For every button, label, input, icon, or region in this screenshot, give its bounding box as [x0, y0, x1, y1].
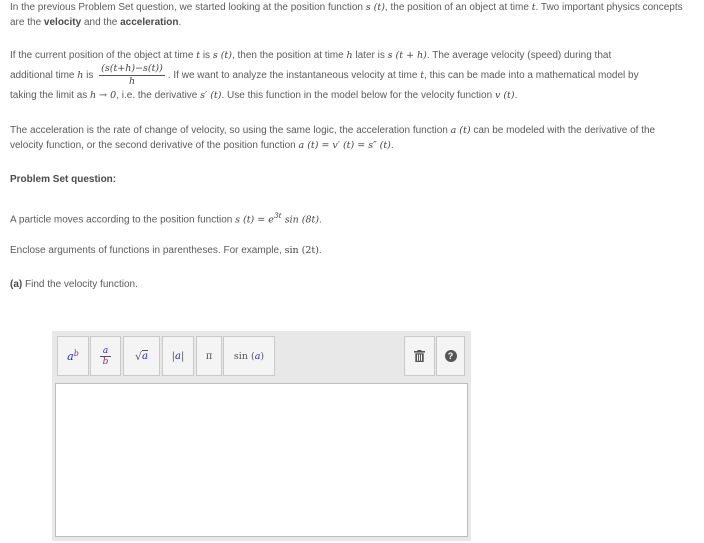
acceleration-paragraph: The acceleration is the rate of change of velocity, so using the same logic, the acceleration function a (t) can be modeled with the derivative of the velocity function, or the second derivative of the position function a (t) = v′ (t) = s″ (t). [10, 125, 656, 151]
sqrt-button[interactable]: √ a [123, 336, 160, 376]
trash-icon[interactable] [404, 336, 435, 376]
part-a-prompt: (a) Find the velocity function. [10, 279, 138, 290]
sin-button[interactable]: sin ( a ) [223, 336, 275, 376]
help-circle-icon: ? [445, 350, 457, 362]
power-button[interactable]: a $^b$ [57, 336, 89, 376]
help-icon[interactable] [436, 336, 465, 376]
pi-button[interactable]: π [196, 336, 222, 376]
average-velocity-line-2: additional time h is $\frac{(s(t+h)-s(t))}{h}$ . If we want to analyze the instantaneous velocity at time t, this can be made into a mathematical model by [10, 63, 639, 87]
fraction-button[interactable]: a b [90, 336, 121, 376]
average-velocity-line-3: taking the limit as h → 0, i.e. the derivative s′ (t). Use this function in the model below for the velocity function v (t). [10, 90, 518, 101]
absolute-value-button[interactable]: | a | [162, 336, 194, 376]
intro-paragraph: In the previous Problem Set question, we started looking at the position function s (t), the position of an object at time t. Two important physics concepts are the velocity and the acceleration. [10, 2, 683, 28]
difference-quotient: $\frac{(s(t+h)-s(t))}{h}$ [101, 63, 163, 87]
answer-input-area[interactable] [55, 383, 468, 537]
math-answer-editor [52, 331, 471, 541]
average-velocity-paragraph: If the current position of the object at time t is s (t), then the position at time h later is s (t + h). The average velocity (speed) during that [10, 50, 612, 61]
enclose-instruction: Enclose arguments of functions in parentheses. For example, sin (2t). [10, 245, 322, 256]
particle-statement: A particle moves according to the position function s $(t) = e^{3t}$ sin (8t). [10, 211, 322, 226]
math-toolbar [52, 331, 471, 382]
trash-icon-glyph [414, 350, 425, 362]
problem-set-heading: Problem Set question: [10, 174, 117, 185]
